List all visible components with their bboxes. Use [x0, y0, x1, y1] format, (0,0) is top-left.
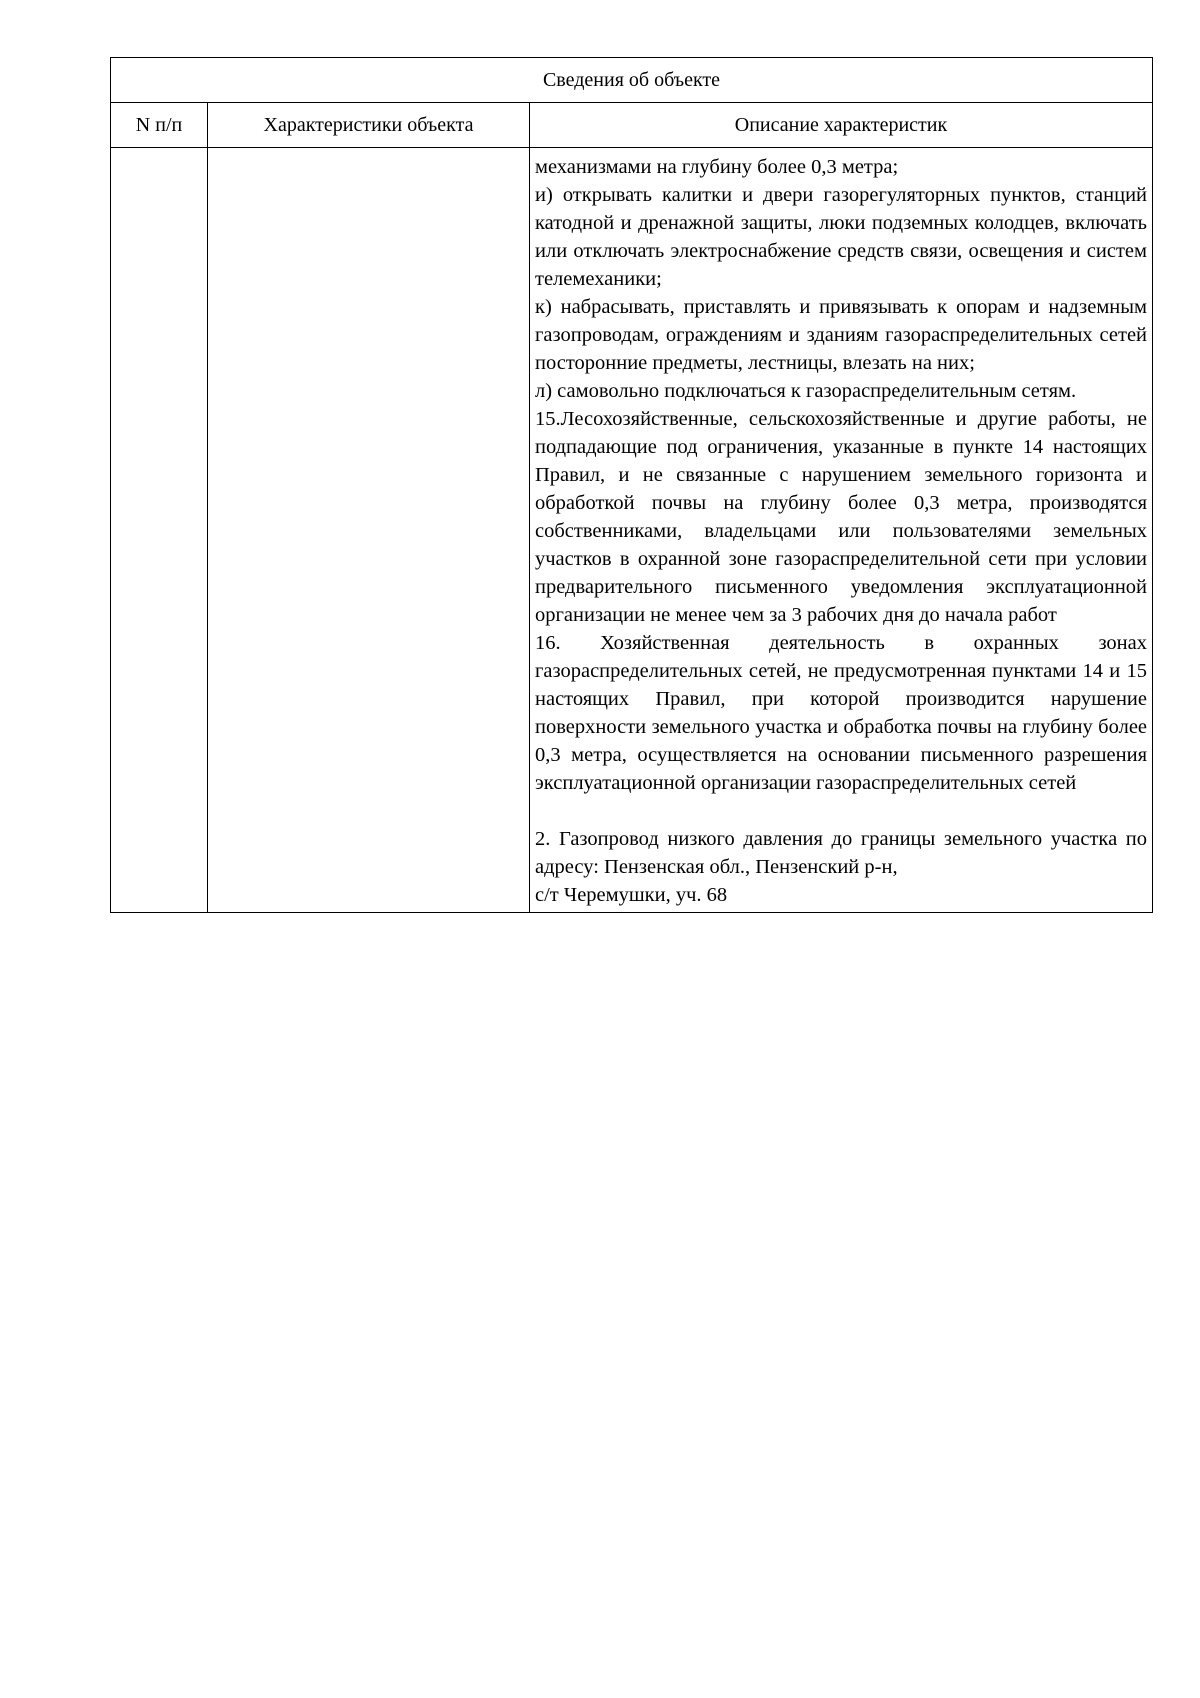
- table-title: Сведения об объекте: [111, 58, 1153, 103]
- table-header-row: [111, 103, 1153, 148]
- description-paragraph: и) открывать калитки и двери газорегуляторных пунктов, станций катодной и дренажной защиты, люки подземных колодцев, включать или отключать электроснабжение средств связи, освещения и систем телемеханики;: [535, 184, 1148, 290]
- header-characteristics: Характеристики объекта: [208, 103, 530, 148]
- cell-characteristics: [208, 148, 530, 913]
- description-paragraph: 16. Хозяйственная деятельность в охранных зонах газораспределительных сетей, не предусмотренная пунктами 14 и 15 настоящих Правил, при которой производится нарушение поверхности земельного участка и обработка почвы на глубину более 0,3 метра, осуществляется на основании письменного разрешения эксплуатационной организации газораспределительных сетей: [535, 632, 1148, 794]
- object-info-table: [110, 57, 1153, 913]
- description-paragraph: механизмами на глубину более 0,3 метра;: [535, 156, 899, 178]
- cell-num: [111, 148, 208, 913]
- description-paragraph: 15.Лесохозяйственные, сельскохозяйственные и другие работы, не подпадающие под ограничения, указанные в пункте 14 настоящих Правил, и не связанные с нарушением земельного горизонта и обработкой почвы на глубину более 0,3 метра, производятся собственниками, владельцами или пользователями земельных участков в охранной зоне газораспределительной сети при условии предварительного письменного уведомления эксплуатационной организации не менее чем за 3 рабочих дня до начала работ: [535, 408, 1148, 626]
- cell-description: [530, 148, 1153, 913]
- paragraph-spacer: [535, 797, 1147, 825]
- header-num: N п/п: [111, 103, 208, 148]
- description-paragraph: к) набрасывать, приставлять и привязывать к опорам и надземным газопроводам, ограждениям и зданиям газораспределительных сетей посторонние предметы, лестницы, влезать на них;: [535, 296, 1148, 374]
- object-address-line: 2. Газопровод низкого давления до границы земельного участка по адресу: Пензенская обл., Пензенский р-н,: [535, 828, 1148, 878]
- table-row: [111, 148, 1153, 913]
- table-title-row: [111, 58, 1153, 103]
- header-description: Описание характеристик: [530, 103, 1153, 148]
- description-paragraph: л) самовольно подключаться к газораспределительным сетям.: [535, 380, 1077, 402]
- object-address-line: с/т Черемушки, уч. 68: [535, 884, 728, 906]
